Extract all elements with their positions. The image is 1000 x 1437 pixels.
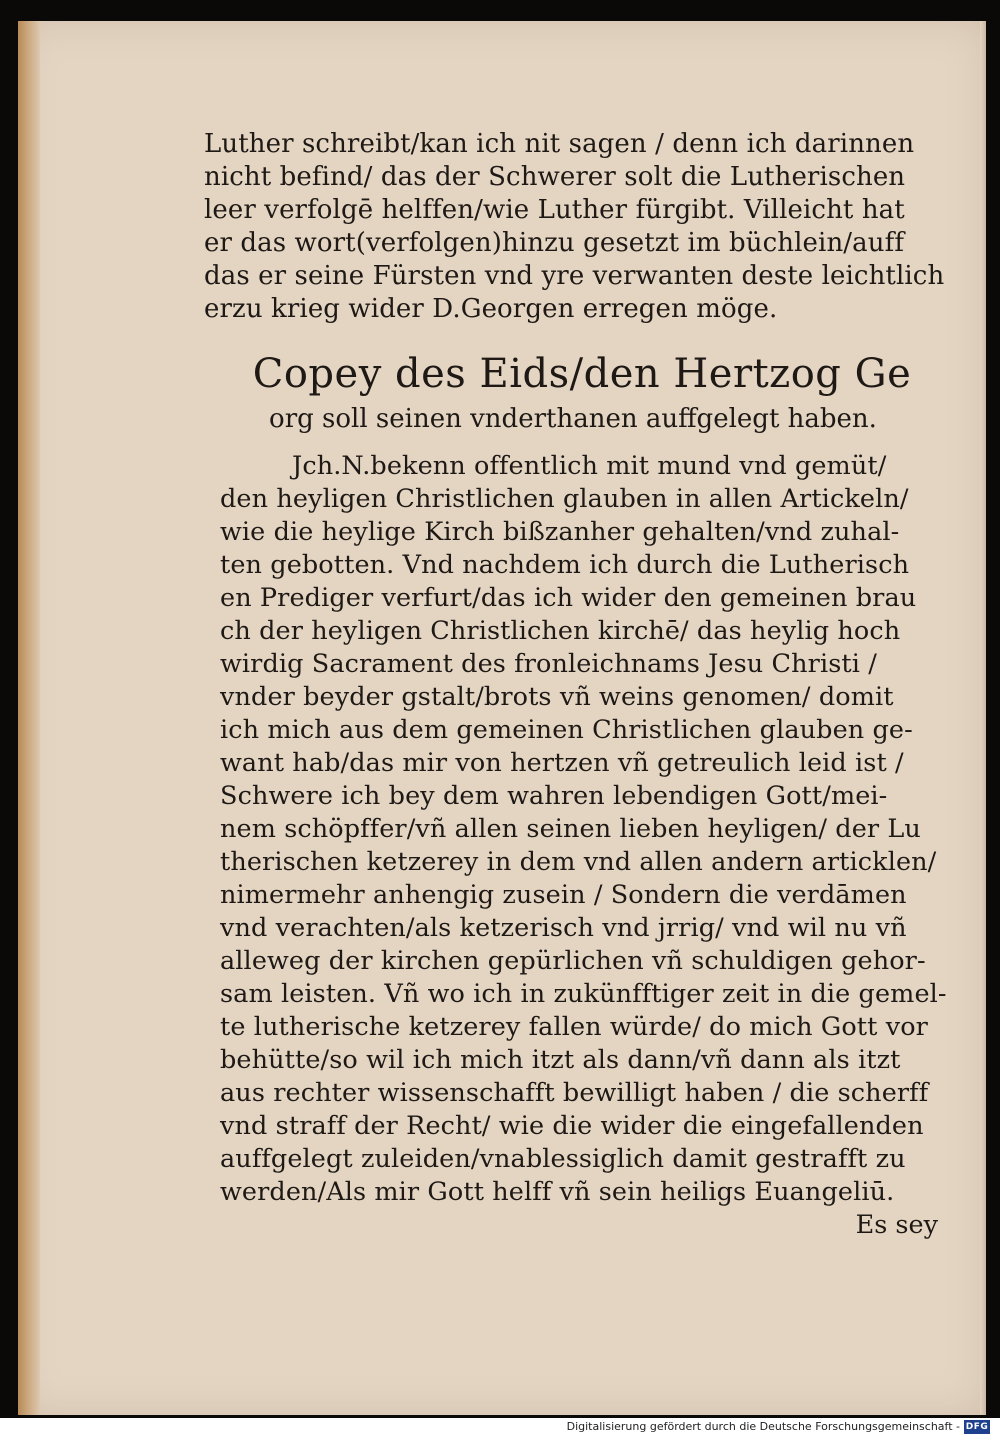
text-line: vnd verachten/als ketzerisch vnd jrrig/ vnd wil nu vñ [220,913,907,943]
dfg-logo[interactable]: DFG [965,1422,989,1432]
text-line: wirdig Sacrament des fronleichnams Jesu Christi / [220,649,877,679]
text-line: vnd straff der Recht/ wie die wider die eingefallenden [220,1111,924,1141]
text-line: erzu krieg wider D.Georgen erregen möge. [204,294,778,324]
text-line: sam leisten. Vñ wo ich in zukünfftiger zeit in die gemel- [220,979,947,1009]
text-line: nimermehr anhengig zusein / Sondern die verdāmen [220,880,907,910]
text-line: behütte/so wil ich mich itzt als dann/vñ dann als itzt [220,1045,901,1075]
book-page [18,21,986,1415]
text-line: ten gebotten. Vnd nachdem ich durch die Lutherisch [220,550,910,580]
section-heading: Copey des Eids/den Hertzog Ge [252,351,912,397]
text-line: want hab/das mir von hertzen vñ getreulich leid ist / [220,748,904,778]
text-line: vnder beyder gstalt/brots vñ weins genomen/ domit [220,682,894,712]
text-line: alleweg der kirchen gepürlichen vñ schuldigen gehor- [220,946,926,976]
footer-bar [0,1418,1000,1437]
text-line: das er seine Fürsten vnd yre verwanten deste leichtlich [204,261,945,291]
paragraph-luther [204,128,944,326]
paragraph-oath [220,450,947,1242]
text-block [204,128,947,1242]
text-line: en Prediger verfurt/das ich wider den gemeinen brau [220,583,917,613]
text-line: nicht befind/ das der Schwerer solt die Lutherischen [204,162,906,192]
text-line: auffgelegt zuleiden/vnablessiglich damit gestrafft zu [220,1144,906,1174]
text-line: therischen ketzerey in dem vnd allen andern articklen/ [220,847,937,877]
page-right-edge [980,21,986,1415]
text-line: Schwere ich bey dem wahren lebendigen Gott/mei- [220,781,888,811]
text-line: te lutherische ketzerey fallen würde/ do mich Gott vor [220,1012,928,1042]
funding-credit: Digitalisierung gefördert durch die Deutsche Forschungsgemeinschaft - [566,1420,960,1433]
text-line: ich mich aus dem gemeinen Christlichen glauben ge- [220,715,913,745]
catchword: Es sey [855,1210,938,1240]
text-line: Jch.N.bekenn offentlich mit mund vnd gemüt/ [292,451,887,481]
text-line: nem schöpffer/vñ allen seinen lieben heyligen/ der Lu [220,814,921,844]
page-spine-edge [18,21,40,1415]
text-line: aus rechter wissenschafft bewilligt haben / die scherff [220,1078,929,1108]
text-line: ch der heyligen Christlichen kirchē/ das heylig hoch [220,616,901,646]
text-line: leer verfolgē helffen/wie Luther fürgibt. Villeicht hat [204,195,905,225]
section-heading-continued: org soll seinen vnderthanen auffgelegt haben. [269,404,877,434]
text-line: werden/Als mir Gott helff vñ sein heiligs Euangeliū. [220,1177,895,1207]
text-line: er das wort(verfolgen)hinzu gesetzt im büchlein/auff [204,228,905,258]
text-line: wie die heylige Kirch bißzanher gehalten/vnd zuhal- [220,517,900,547]
text-line: den heyligen Christlichen glauben in allen Artickeln/ [220,484,909,514]
text-line: Luther schreibt/kan ich nit sagen / denn ich darinnen [204,129,915,159]
